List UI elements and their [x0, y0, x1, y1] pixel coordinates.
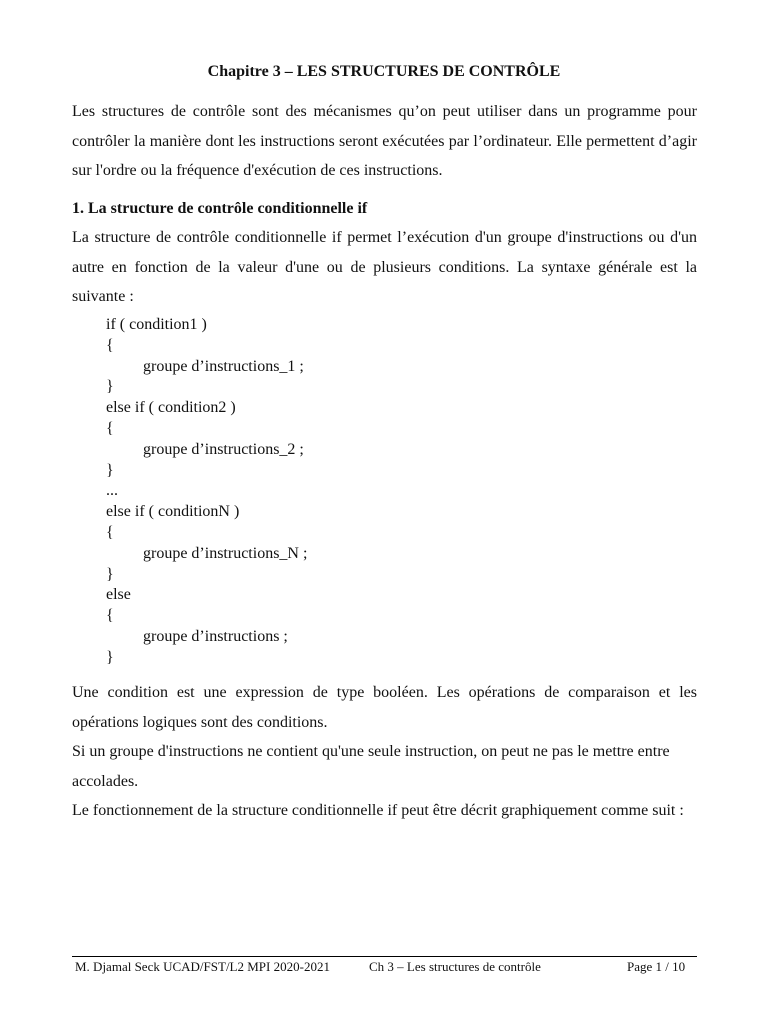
code-line: {	[106, 523, 114, 541]
code-line: }	[106, 565, 114, 583]
code-line: else if ( conditionN )	[106, 503, 240, 521]
code-line: }	[106, 461, 114, 479]
code-line: }	[106, 648, 114, 666]
code-line: {	[106, 336, 114, 354]
footer-author: M. Djamal Seck UCAD/FST/L2 MPI 2020-2021	[75, 959, 330, 974]
code-line: else	[106, 586, 131, 604]
code-line: groupe d’instructions ;	[143, 627, 288, 645]
accolades-paragraph: Si un groupe d'instructions ne contient qu'une seule instruction, on peut ne pas le mettre entre accolades.	[72, 743, 670, 790]
code-line: }	[106, 378, 114, 396]
code-line: {	[106, 607, 114, 625]
code-line: groupe d’instructions_N ;	[143, 544, 308, 562]
syntax-code-block	[106, 315, 307, 669]
code-line: else if ( condition2 )	[106, 399, 236, 417]
footer-page-number: Page 1 / 10	[627, 959, 686, 974]
footer-chapter: Ch 3 – Les structures de contrôle	[369, 959, 541, 974]
code-line: groupe d’instructions_1 ;	[143, 357, 304, 375]
graph-paragraph: Le fonctionnement de la structure conditionnelle if peut être décrit graphiquement comme suit :	[72, 802, 684, 819]
footer-divider	[72, 956, 697, 957]
section-intro-paragraph: La structure de contrôle conditionnelle if permet l’exécution d'un groupe d'instructions ou d'un autre en fonction de la valeur d'une ou de plusieurs conditions. La syntaxe générale est la suivante :	[72, 229, 697, 305]
condition-paragraph: Une condition est une expression de type booléen. Les opérations de comparaison et les opérations logiques sont des conditions.	[72, 684, 697, 731]
code-line: ...	[106, 482, 118, 500]
intro-paragraph: Les structures de contrôle sont des mécanismes qu’on peut utiliser dans un programme pour contrôler la manière dont les instructions seront exécutées par l’ordinateur. Elle permettent d’agir sur l'ordre ou la fréquence d'exécution de ces instructions.	[72, 103, 697, 179]
section-heading: 1. La structure de contrôle conditionnelle if	[72, 200, 368, 217]
code-line: {	[106, 419, 114, 437]
chapter-title: Chapitre 3 – LES STRUCTURES DE CONTRÔLE	[207, 63, 561, 80]
code-line: groupe d’instructions_2 ;	[143, 440, 304, 458]
code-line: if ( condition1 )	[106, 316, 207, 333]
